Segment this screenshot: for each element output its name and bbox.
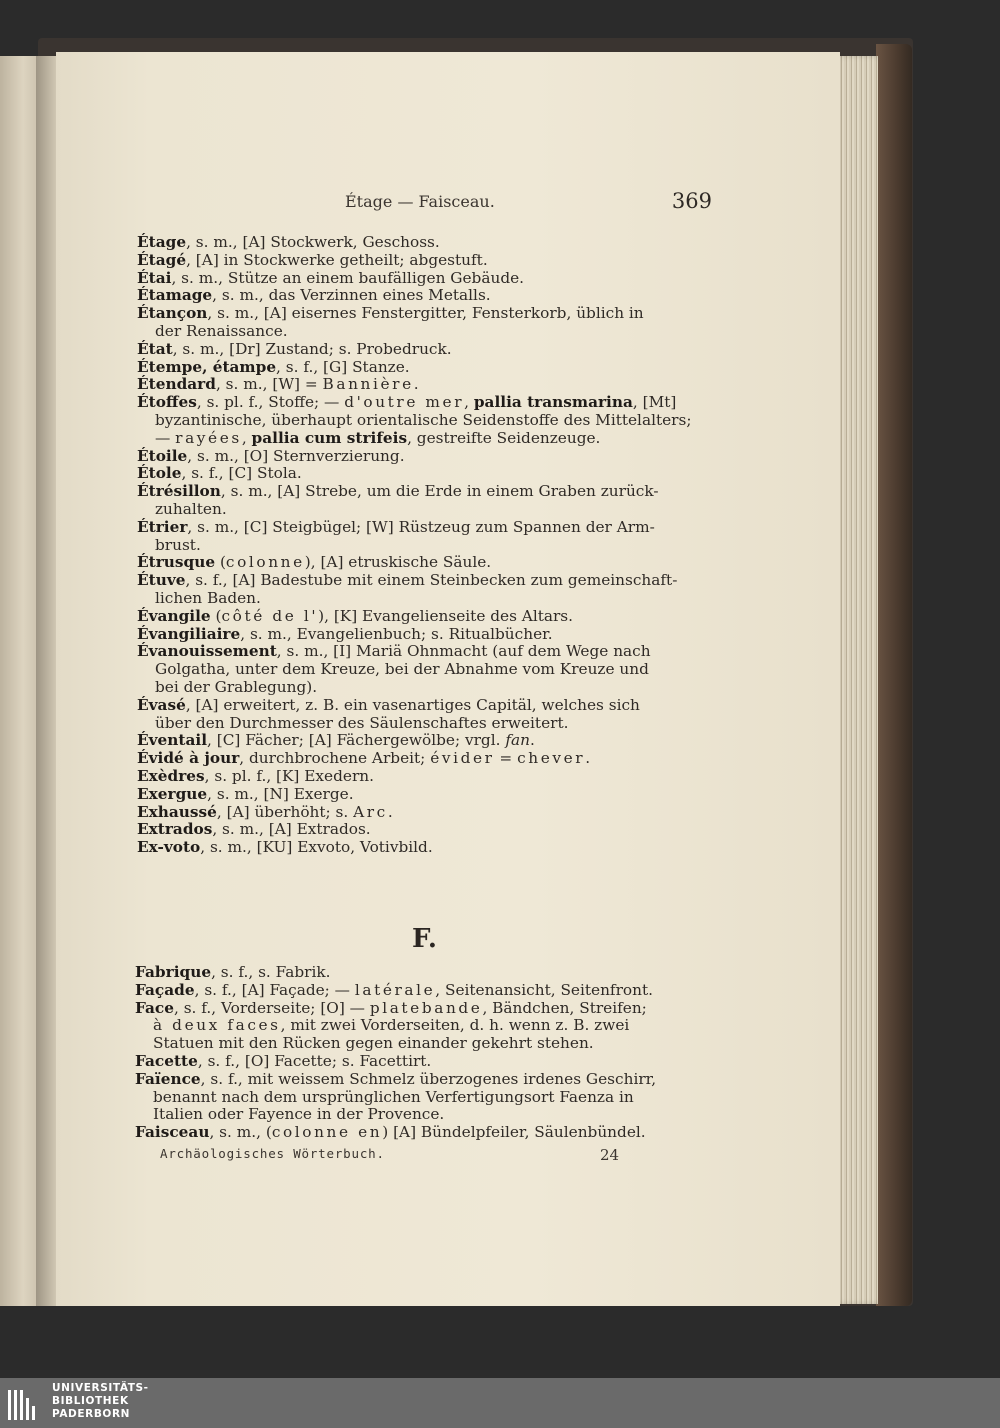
entry-line <box>137 359 713 377</box>
entry-text: , s. f., [G] Stanze. <box>276 357 410 376</box>
entry-line <box>137 554 713 572</box>
entry-line <box>137 839 713 857</box>
entry-headword: Étrier <box>137 517 188 536</box>
entry-headword: Ex-voto <box>137 838 201 857</box>
entry-text: , s. f., [O] Facette; s. Facettirt. <box>197 1051 432 1070</box>
entry-text: brust. <box>155 535 201 554</box>
entry-text: . <box>387 802 393 821</box>
running-head-title: Étage — Faisceau. <box>345 192 495 211</box>
entry-text: , s. f., mit weissem Schmelz überzogenes irdenes Geschirr, <box>200 1069 657 1088</box>
entry-headword: Étai <box>137 268 172 287</box>
library-logo-icon <box>6 1384 46 1424</box>
entry-spaced-term: latérale <box>354 980 436 999</box>
entry-text: ) [A] Bündelpfeiler, Säulenbündel. <box>382 1123 646 1142</box>
entry-headword: Faisceau <box>135 1123 210 1142</box>
entry-headword: Face <box>135 998 174 1017</box>
entry-headword: Étrusque <box>137 553 216 572</box>
entry-line <box>137 732 713 750</box>
signature-number: 24 <box>600 1146 620 1164</box>
library-name <box>52 1382 149 1421</box>
entry-line <box>135 1053 713 1071</box>
entry-continuation-line <box>137 430 713 448</box>
entry-headword: Extrados <box>137 820 213 839</box>
entry-text: Statuen mit den Rücken gegen einander gekehrt stehen. <box>153 1034 594 1053</box>
entry-text: , Seitenansicht, Seitenfront. <box>435 980 653 999</box>
entry-text: , [A] überhöht; s. <box>216 802 354 821</box>
entry-line <box>137 252 713 270</box>
running-head <box>140 189 712 219</box>
entry-headword: Étole <box>137 464 182 483</box>
entry-headword: Étage <box>137 233 187 251</box>
entry-continuation-line <box>137 661 713 679</box>
entry-headword: Évanouissement <box>137 642 277 661</box>
entry-text: . <box>413 375 419 394</box>
entry-headword: Étamage <box>137 286 213 305</box>
entry-continuation-line <box>137 715 713 733</box>
entry-line <box>135 1071 713 1089</box>
entry-headword: Étançon <box>137 304 208 323</box>
entry-text: , gestreifte Seidenzeuge. <box>407 428 601 447</box>
entry-spaced-term: côté de l' <box>221 606 319 625</box>
entry-text: , s. m., [Dr] Zustand; s. Probedruck. <box>172 339 452 358</box>
entry-text: , s. f., [A] Badestube mit einem Steinbecken zum gemeinschaft- <box>185 571 678 590</box>
entry-continuation-line <box>137 537 713 555</box>
entry-text: , [Mt] <box>632 393 677 412</box>
entry-text: der Renaissance. <box>155 321 288 340</box>
entry-text: , s. pl. f., [K] Exedern. <box>204 766 374 785</box>
entry-continuation-line <box>135 1035 713 1053</box>
page-number: 369 <box>671 189 712 213</box>
entry-spaced-term: colonne <box>225 553 305 572</box>
entry-continuation-line <box>135 1017 713 1035</box>
entry-text: , [A] in Stockwerke getheilt; abgestuft. <box>186 250 488 269</box>
entry-line <box>137 465 713 483</box>
entry-line <box>137 483 713 501</box>
entry-headword: Étendard <box>137 375 216 394</box>
entry-text: , s. m., [N] Exerge. <box>207 784 354 803</box>
entry-continuation-line <box>137 412 713 430</box>
entry-line <box>137 448 713 466</box>
entry-text: , s. m., [W] = <box>215 375 323 394</box>
entry-text: ), [A] etruskische Säule. <box>304 553 492 572</box>
entry-headword: Facette <box>135 1051 198 1070</box>
entry-text: , s. m., Stütze an einem baufälligen Gebäude. <box>171 268 525 287</box>
entry-headword: Évangiliaire <box>137 624 241 643</box>
entry-headword: Étuve <box>137 571 186 590</box>
entry-continuation-line <box>137 679 713 697</box>
entry-headword: Éventail <box>137 731 208 750</box>
entry-headword: Étempe, étampe <box>137 357 277 376</box>
entry-headword: Exèdres <box>137 766 205 785</box>
entry-text: , s. f., [A] Façade; — <box>194 980 355 999</box>
entry-line <box>137 234 713 252</box>
entry-spaced-term: Bannière <box>322 375 414 394</box>
entry-line <box>135 1000 713 1018</box>
entry-text: , s. m., [A] Strebe, um die Erde in einem Graben zurück- <box>220 482 659 501</box>
entry-continuation-line <box>137 323 713 341</box>
signature-title: Archäologisches Wörterbuch. <box>160 1146 385 1161</box>
entry-headword: Fabrique <box>135 963 212 981</box>
entry-text: , s. f., [C] Stola. <box>181 464 302 483</box>
library-name-line2: BIBLIOTHEK <box>52 1395 129 1407</box>
entry-line <box>135 982 713 1000</box>
entry-line <box>137 519 713 537</box>
entry-headword: Étagé <box>137 250 187 269</box>
entry-text: byzantinische, überhaupt orientalische Seidenstoffe des Mittelalters; <box>155 410 692 429</box>
entry-text: benannt nach dem ursprünglichen Verfertigungsort Faenza in <box>153 1087 634 1106</box>
entry-line <box>137 376 713 394</box>
entry-text: , <box>241 428 252 447</box>
entry-headword: Faïence <box>135 1069 201 1088</box>
entry-headword: Évidé à jour <box>137 749 240 768</box>
entry-headword: Étoffes <box>137 393 197 412</box>
entry-text: — <box>155 428 176 447</box>
entry-line <box>137 750 713 768</box>
entry-line <box>135 1124 713 1142</box>
entry-continuation-line <box>137 501 713 519</box>
entry-line <box>137 768 713 786</box>
entry-line <box>137 608 713 626</box>
entry-text: , [C] Fächer; [A] Fächergewölbe; vrgl. <box>207 731 506 750</box>
dictionary-entries-e <box>137 234 713 857</box>
entry-text: , s. m., ( <box>209 1123 272 1142</box>
entry-text: . <box>585 749 591 768</box>
entry-spaced-term: évider <box>430 749 495 768</box>
entry-continuation-line <box>135 1089 713 1107</box>
entry-text: , s. m., das Verzinnen eines Metalls. <box>212 286 491 305</box>
entry-continuation-line <box>137 590 713 608</box>
entry-line <box>137 697 713 715</box>
entry-headword: Exhaussé <box>137 802 217 821</box>
entry-line <box>137 287 713 305</box>
library-name-line3: PADERBORN <box>52 1408 131 1420</box>
entry-headword: Évasé <box>137 695 186 714</box>
entry-italic-term: fan <box>505 731 530 750</box>
entry-line <box>137 305 713 323</box>
entry-line <box>137 270 713 288</box>
entry-spaced-term: rayées <box>175 428 242 447</box>
entry-line <box>137 804 713 822</box>
page-block-edges <box>834 56 878 1304</box>
entry-text: über den Durchmesser des Säulenschaftes erweitert. <box>155 713 569 732</box>
entry-text: , s. m., [O] Sternverzierung. <box>187 446 405 465</box>
entry-text: , s. m., Evangelienbuch; s. Ritualbücher. <box>240 624 553 643</box>
entry-continuation-line <box>135 1106 713 1124</box>
entry-text: zuhalten. <box>155 499 227 518</box>
library-footer-bar <box>0 1378 1000 1428</box>
entry-headword: Exergue <box>137 784 208 803</box>
entry-text: ), [K] Evangelienseite des Altars. <box>318 606 574 625</box>
entry-line <box>137 643 713 661</box>
entry-headword: pallia transmarina <box>473 393 633 412</box>
entry-headword: Étoile <box>137 446 188 465</box>
entry-text: ( <box>210 606 222 625</box>
entry-spaced-term: d'outre mer <box>344 393 465 412</box>
entry-headword: État <box>137 339 173 358</box>
entry-text: , s. m., [A] Stockwerk, Geschoss. <box>186 233 440 251</box>
entry-line <box>137 821 713 839</box>
entry-headword: Évangile <box>137 606 211 625</box>
entry-headword: pallia cum strifeis <box>251 428 408 447</box>
entry-text: , [A] erweitert, z. B. ein vasenartiges Capitäl, welches sich <box>185 695 640 714</box>
entry-spaced-term: platebande <box>369 998 483 1017</box>
entry-text: , s. m., [A] Extrados. <box>212 820 371 839</box>
entry-spaced-term: chever <box>517 749 586 768</box>
entry-text: , mit zwei Vorderseiten, d. h. wenn z. B. zwei <box>280 1016 630 1035</box>
entry-text: , s. pl. f., Stoffe; — <box>196 393 345 412</box>
entry-line <box>137 394 713 412</box>
entry-text: , s. m., [A] eisernes Fenstergitter, Fensterkorb, üblich in <box>207 304 644 323</box>
entry-text: . <box>529 731 535 750</box>
entry-text: , durchbrochene Arbeit; <box>239 749 431 768</box>
entry-spaced-term: colonne en <box>271 1123 383 1142</box>
entry-spaced-term: Arc <box>353 802 388 821</box>
entry-line <box>137 341 713 359</box>
entry-text: ( <box>215 553 226 572</box>
entry-text: , s. m., [I] Mariä Ohnmacht (auf dem Wege nach <box>276 642 651 661</box>
entry-text: , s. f., s. Fabrik. <box>211 963 331 981</box>
printer-signature <box>160 1146 620 1166</box>
entry-line <box>137 572 713 590</box>
entry-line <box>137 626 713 644</box>
entry-text: , s. m., [KU] Exvoto, Votivbild. <box>200 838 433 857</box>
entry-text: bei der Grablegung). <box>155 677 318 696</box>
entry-text: , s. f., Vorderseite; [O] — <box>173 998 370 1017</box>
entry-text: lichen Baden. <box>155 588 261 607</box>
entry-line <box>137 786 713 804</box>
entry-text: Italien oder Fayence in der Provence. <box>153 1105 445 1124</box>
entry-text: = <box>494 749 518 768</box>
entry-spaced-term: à deux faces <box>153 1016 281 1035</box>
entry-text: , Bändchen, Streifen; <box>482 998 647 1017</box>
book-cover-edge <box>876 44 912 1306</box>
entry-text: , <box>464 393 474 412</box>
entry-text: , s. m., [C] Steigbügel; [W] Rüstzeug zum Spannen der Arm- <box>187 517 655 536</box>
entry-headword: Étrésillon <box>137 482 221 501</box>
library-name-line1: UNIVERSITÄTS- <box>52 1382 149 1394</box>
entry-headword: Façade <box>135 980 195 999</box>
section-letter: F. <box>412 924 437 954</box>
dictionary-entries-f <box>135 964 713 1142</box>
entry-line <box>135 964 713 982</box>
entry-text: Golgatha, unter dem Kreuze, bei der Abnahme vom Kreuze und <box>155 660 649 679</box>
